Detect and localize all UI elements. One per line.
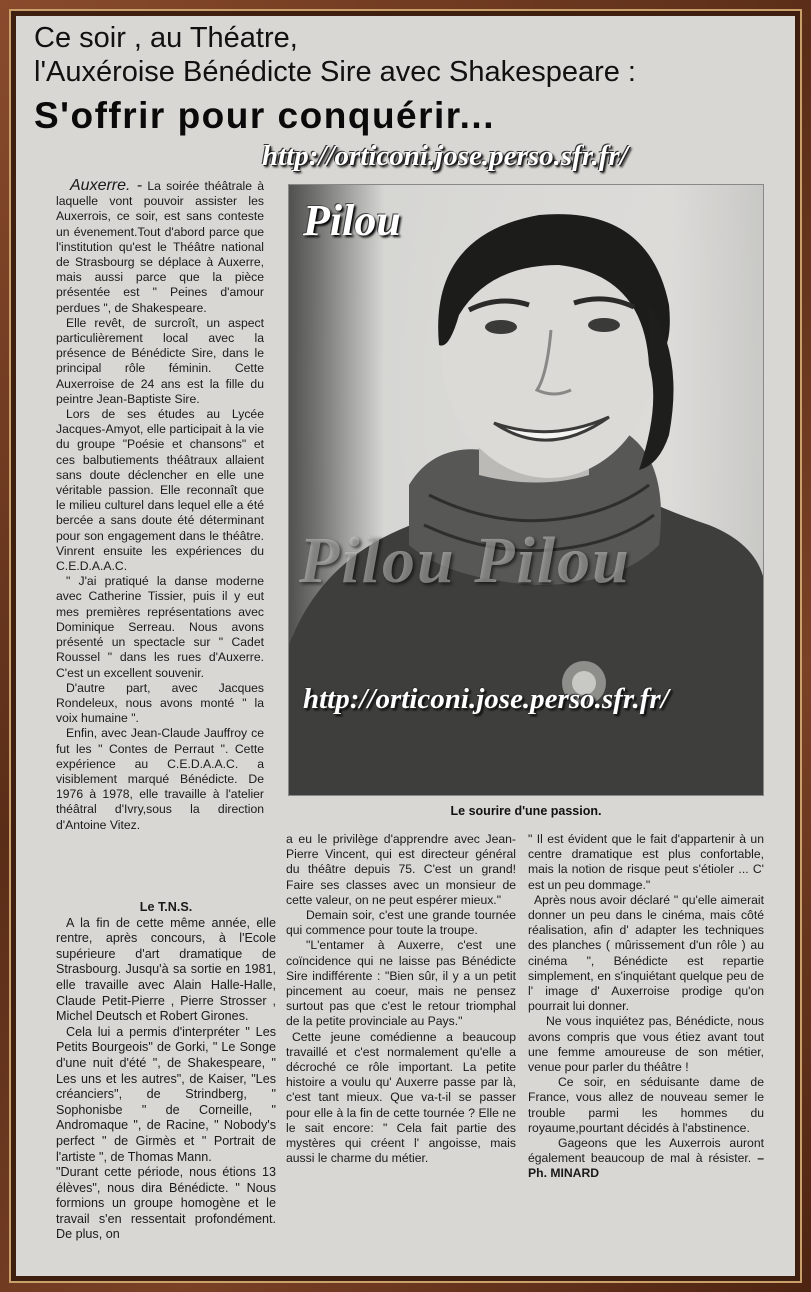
headline-line-2: l'Auxéroise Bénédicte Sire avec Shakespeare : [34, 56, 636, 88]
paragraph: "L'entamer à Auxerre, c'est une coïncidence qui ne laisse pas Bénédicte Sire indifférente : "Bien sûr, il y a un petit pincement au coeur, mais ne pensez surtout pas que c'est le retour triomphal de la petite provinciale au Pays." [286, 938, 516, 1029]
author-signature: – Ph. MINARD [528, 1151, 765, 1181]
paragraph: Lors de ses études au Lycée Jacques-Amyot, elle participait à la vie du groupe "Poésie et chansons" et ces balbutiements théâtraux allaient sans doute déclencher en elle une véritable passion. Elle reconnaît que le milieu culturel dans lequel elle a été bercée a sans doute été déterminant pour son engagement dans le théâtre. Vinrent ensuite les expériences du C.E.D.A.A.C. [56, 407, 264, 574]
watermark-pilou-middle: Pilou Pilou [299, 524, 631, 597]
newspaper-clipping [16, 16, 795, 1276]
paragraph: Cette jeune comédienne a beaucoup travaillé et c'est normalement qu'elle a décroché ce rôle important. La petite histoire a voulu qu' Auxerre passe par là, c'est tant mieux. Que va-t-il se passer pour elle à la fin de cette tournée ? Elle ne le sait encore: " Cela fait partie des mystères qui créent l' angoisse, mais aussi le charme du métier. [286, 1029, 516, 1166]
paragraph: "Durant cette période, nous étions 13 élèves", nous dira Bénédicte. " Nous formions un groupe homogène et le travail s'en ressentait profondément. De plus, on [56, 1165, 276, 1242]
paragraph: " Il est évident que le fait d'appartenir à un centre dramatique est plus confortable, mais la notion de risque peut s'étioler ... C' est un peu dommage." [528, 832, 764, 892]
watermark-pilou-top: Pilou [303, 196, 401, 245]
paragraph: Cela lui a permis d'interpréter " Les Petits Bourgeois" de Gorki, " Le Songe d'une nuit d'été ", de Shakespeare, " Les uns et les autres", de Kaiser, "Les créanciers", de Strindberg, " Sophonisbe " de Corneille, " Andromaque ", de Racine, " Nobody's perfect " de Girmès et " Portrait de l'artiste ", de Thomas Mann. [56, 1024, 276, 1164]
article-column-3 [286, 832, 516, 1166]
paragraph: A la fin de cette même année, elle rentre, après concours, à l'Ecole supérieure d'art dramatique de Strasbourg. Jusqu'à sa sortie en 1981, elle travaille avec Alain Halle-Halle, Claude Petit-Pierre , Pierre Strosser , Michel Deutsch et Robert Girones. [56, 915, 276, 1024]
photo-caption: Le sourire d'une passion. [450, 804, 602, 818]
paragraph: Ne vous inquiétez pas, Bénédicte, nous avons compris que vous étiez avant tout une femme amoureuse de son métier, venue pour parler du théâtre ! [528, 1014, 764, 1075]
headline-title: S'offrir pour conquérir... [34, 95, 495, 136]
paragraph: a eu le privilège d'apprendre avec Jean-Pierre Vincent, qui est directeur général du théâtre depuis 75. C'est un grand! Faire ses classes avec un monsieur de cette valeur, on ne peut espérer mieux." [286, 832, 516, 907]
paragraph: D'autre part, avec Jacques Rondeleux, nous avons monté " la voix humaine ". [56, 680, 264, 726]
paragraph: La soirée théâtrale à laquelle vont pouvoir assister les Auxerrois, ce soir, est sans conteste un évenement.Tout d'abord parce que l'institution qu'est le Théâtre national de Strasbourg se déplace à Auxerre, mais aussi parce que la pièce présentée est " Peines d'amour perdues ", de Shakespeare. [56, 179, 264, 315]
dateline: Auxerre. - [70, 177, 143, 194]
watermark-url-top: http://orticoni.jose.perso.sfr.fr/ [262, 140, 628, 172]
paragraph: " J'ai pratiqué la danse moderne avec Catherine Tissier, puis il y eut mes premières représentations avec Dominique Serreau. Nous avons présenté un spectacle sur " Cadet Roussel " dans les rues d'Auxerre. C'est un excellent souvenir. [56, 574, 264, 680]
paragraph: Après nous avoir déclaré " qu'elle aimerait donner un peu dans le cinéma, mais côté réalisation, afin d' adapter les techniques des planches ( mûrissement d'un rôle ) au cinéma ", Bénédicte est repartie simplement, en s'inquiétant quelque peu de l' image d' Auxerroise prodige qu'on pourrait lui donner. [528, 892, 764, 1014]
paragraph: Enfin, avec Jean-Claude Jauffroy ce fut les " Contes de Perraut ". Cette expérience au C.E.D.A.A.C. a visiblement marqué Bénédicte. De 1976 à 1978, elle travaille à l'atelier théâtral d'Ivry,sous la direction d'Antoine Vitez. [56, 726, 264, 832]
subheading: Le T.N.S. [139, 900, 193, 914]
paragraph: Demain soir, c'est une grande tournée qui commence pour toute la troupe. [286, 908, 516, 938]
paragraph: Ce soir, en séduisante dame de France, vous allez de nouveau semer le trouble parmi les hommes du royaume,pourtant décidés à l'abstinence. [528, 1075, 764, 1135]
article-column-2 [56, 886, 276, 1243]
article-column-1 [56, 178, 264, 833]
headline-line-1: Ce soir , au Théatre, [34, 22, 298, 54]
paragraph: Gageons que les Auxerrois auront également beaucoup de mal à résister. [528, 1136, 764, 1166]
paragraph: Elle revêt, de surcroît, un aspect particulièrement local avec la présence de Bénédicte Sire, dans le principal rôle féminin. Cette Auxerroise de 24 ans est la fille du peintre Jean-Baptiste Sire. [56, 315, 264, 406]
watermark-url-photo: http://orticoni.jose.perso.sfr.fr/ [303, 683, 669, 715]
portrait-photo [288, 184, 764, 796]
article-column-4 [528, 832, 764, 1182]
